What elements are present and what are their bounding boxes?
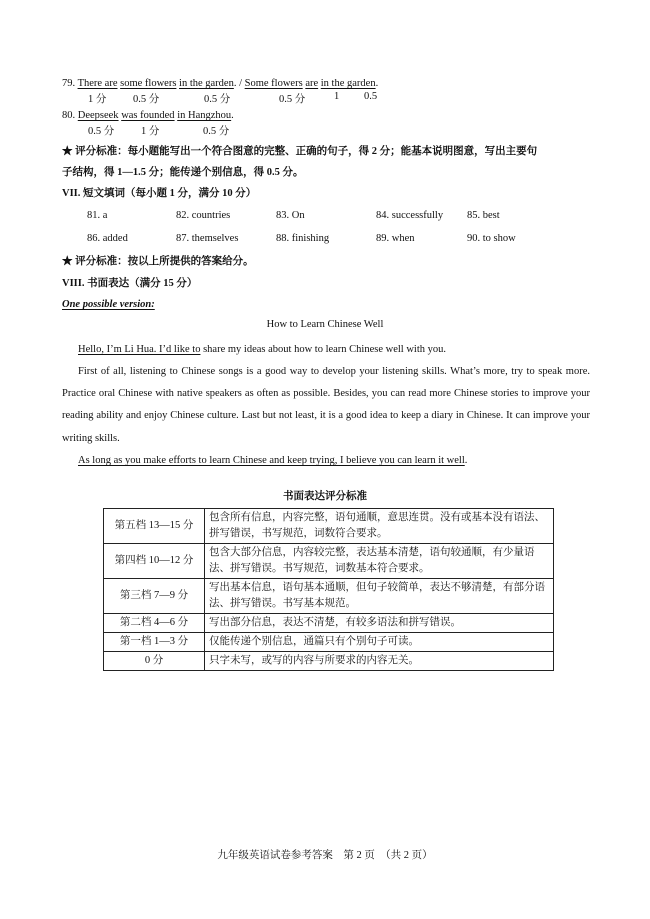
q80-scores bbox=[0, 123, 650, 139]
score: 1 bbox=[334, 91, 340, 102]
essay-paragraph-3 bbox=[62, 450, 590, 472]
version-label: One possible version: bbox=[62, 299, 155, 310]
answer-part: Deepseek bbox=[77, 110, 119, 121]
score: 1 分 bbox=[141, 126, 160, 137]
blank-answer: 86. added bbox=[87, 233, 128, 244]
essay-paragraph-1 bbox=[62, 339, 590, 361]
blank-answer: 88. finishing bbox=[276, 233, 330, 244]
blank-answer: 87. themselves bbox=[176, 233, 239, 244]
table-row bbox=[104, 652, 554, 671]
answer-part: some flowers bbox=[120, 78, 177, 89]
score: 0.5 bbox=[364, 91, 378, 102]
score: 0.5 分 bbox=[279, 94, 306, 105]
table-row bbox=[104, 633, 554, 652]
scoring-criteria: ★ 评分标准：每小题能写出一个符合图意的完整、正确的句子，得 2 分；能基本说明图意，写出主要句 bbox=[62, 146, 538, 157]
punctuation: . bbox=[375, 78, 379, 89]
question-number: 80. bbox=[62, 110, 76, 121]
essay-text: share my ideas about how to learn Chinese well with you. bbox=[200, 344, 446, 355]
rubric-description: 写出基本信息，语句基本通顺，但句子较简单，表达不够清楚，有部分语法、拼写错误。书写基本规范。 bbox=[205, 579, 554, 614]
question-number: 79. bbox=[62, 78, 76, 89]
table-row bbox=[104, 579, 554, 614]
score: 0.5 分 bbox=[204, 94, 231, 105]
essay-opening: Hello, I’m Li Hua. I’d like to bbox=[78, 344, 201, 355]
rubric-description: 仅能传递个别信息，通篇只有个别句子可读。 bbox=[205, 633, 554, 652]
answer-part: in the garden bbox=[179, 78, 234, 89]
separator: / bbox=[239, 78, 243, 89]
punctuation: . bbox=[464, 455, 468, 466]
table-row bbox=[104, 509, 554, 544]
answer-part: was founded bbox=[121, 110, 175, 121]
rubric-description: 只字未写，或写的内容与所要求的内容无关。 bbox=[205, 652, 554, 671]
table-row bbox=[104, 544, 554, 579]
page-footer: 九年级英语试卷参考答案 第 2 页 （共 2 页） bbox=[217, 850, 433, 861]
section-8-title: VIII. 书面表达（满分 15 分） bbox=[62, 278, 198, 289]
rubric-table bbox=[103, 508, 554, 671]
blank-answer: 84. successfully bbox=[376, 210, 444, 221]
punctuation: . bbox=[233, 78, 237, 89]
scoring-criteria: ★ 评分标准：按以上所提供的答案给分。 bbox=[62, 256, 254, 267]
answer-part: Some flowers bbox=[244, 78, 303, 89]
section-7-title: VII. 短文填词（每小题 1 分，满分 10 分） bbox=[62, 188, 257, 199]
score: 0.5 分 bbox=[133, 94, 160, 105]
rubric-description: 写出部分信息，表达不清楚，有较多语法和拼写错误。 bbox=[205, 614, 554, 633]
rubric-level: 第三档 7—9 分 bbox=[104, 579, 205, 614]
rubric-level: 第四档 10—12 分 bbox=[104, 544, 205, 579]
blank-answer: 81. a bbox=[87, 210, 108, 221]
essay-title: How to Learn Chinese Well bbox=[266, 319, 384, 330]
essay-paragraph-2: First of all, listening to Chinese songs is a good way to develop your listening skills. What’s more, try to speak more. Practice oral Chinese with native speakers as often as possible. Besides, you can read more Chinese stories to improve your reading ability and enjoy Chinese culture. Last but not least, it is a good idea to keep a diary in Chinese. It can improve your writing skills. bbox=[62, 366, 590, 444]
answer-part: are bbox=[305, 78, 319, 89]
scoring-criteria-continued: 子结构，得 1—1.5 分；能传递个别信息，得 0.5 分。 bbox=[62, 167, 304, 178]
blank-answer: 82. countries bbox=[176, 210, 231, 221]
question-79 bbox=[62, 76, 378, 92]
blank-answer: 85. best bbox=[467, 210, 500, 221]
answer-part: There are bbox=[77, 78, 118, 89]
score: 0.5 分 bbox=[88, 126, 115, 137]
score: 1 分 bbox=[88, 94, 107, 105]
score: 0.5 分 bbox=[203, 126, 230, 137]
rubric-level: 第五档 13—15 分 bbox=[104, 509, 205, 544]
punctuation: . bbox=[231, 110, 234, 121]
answer-part: in the garden bbox=[320, 78, 376, 89]
rubric-description: 包含大部分信息，内容较完整，表达基本清楚，语句较通顺，有少量语法、拼写错误。书写规范，词数基本符合要求。 bbox=[205, 544, 554, 579]
rubric-title: 书面表达评分标准 bbox=[283, 491, 367, 502]
rubric-level: 第二档 4—6 分 bbox=[104, 614, 205, 633]
blank-answer: 83. On bbox=[276, 210, 305, 221]
rubric-level: 0 分 bbox=[104, 652, 205, 671]
question-80 bbox=[62, 108, 234, 124]
essay-closing: As long as you make efforts to learn Chinese and keep trying, I believe you can learn it well bbox=[78, 455, 465, 466]
answer-part: in Hangzhou bbox=[177, 110, 232, 121]
rubric-description: 包含所有信息，内容完整，语句通顺，意思连贯。没有或基本没有语法、拼写错误，书写规范，词数符合要求。 bbox=[205, 509, 554, 544]
q79-scores bbox=[0, 91, 650, 107]
blank-answer: 90. to show bbox=[467, 233, 516, 244]
blank-answer: 89. when bbox=[376, 233, 415, 244]
rubric-level: 第一档 1—3 分 bbox=[104, 633, 205, 652]
table-row bbox=[104, 614, 554, 633]
